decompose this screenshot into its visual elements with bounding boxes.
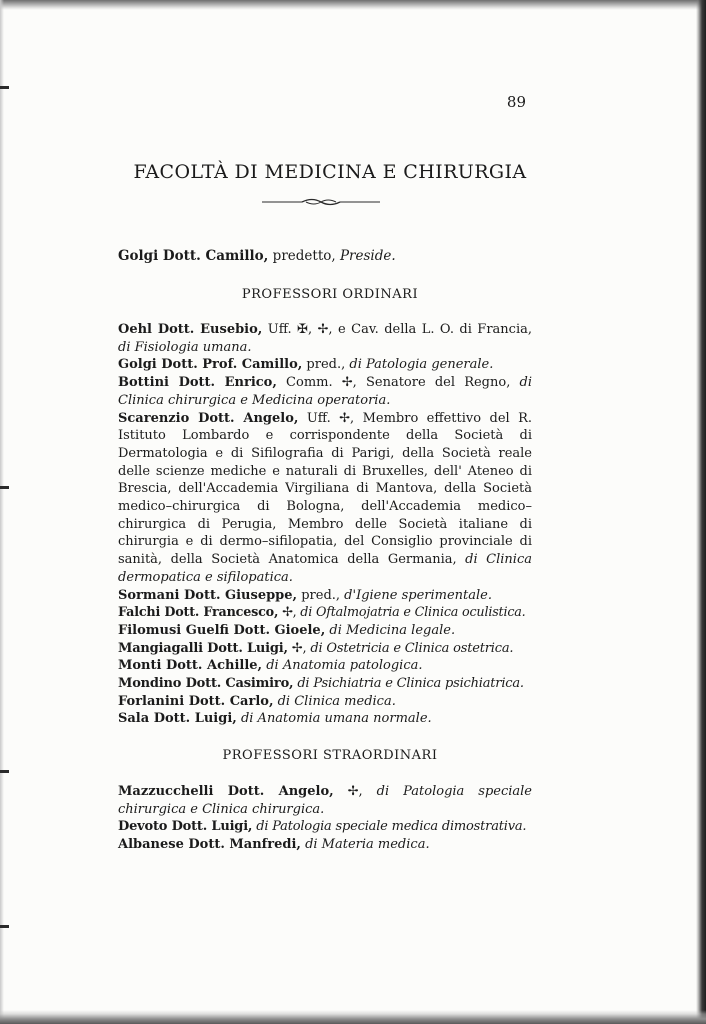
professor-details: pred., xyxy=(302,357,350,373)
list-item xyxy=(118,693,532,711)
margin-mark xyxy=(0,486,9,489)
professor-chair: di Anatomia patologica. xyxy=(266,658,423,674)
professor-details: Uff. ✠, ✢, e Cav. della L. O. di Francia, xyxy=(262,322,532,337)
scan-edge-left xyxy=(0,0,4,1024)
scan-edge-top xyxy=(0,0,706,10)
professor-chair: di Clinica medica. xyxy=(277,693,396,709)
preside-name: Golgi Dott. Camillo, xyxy=(118,248,269,264)
list-item xyxy=(118,410,532,587)
list-item xyxy=(118,640,532,658)
list-item xyxy=(118,657,532,675)
preside-line xyxy=(118,248,538,264)
professor-name: Albanese Dott. Manfredi, xyxy=(118,837,301,853)
professor-details: Uff. ✢, Membro effettivo del R. Istituto Lombardo e corrispondente della Società di Dermatologia e di Sifilografia di Parigi, della Società reale delle scienze mediche e naturali di Bruxelles, dell' Ateneo di Brescia, dell'Accademia Virgiliana di Mantova, della Società medico–chirurgica di Bologna, dell'Accademia medico–chirurgica di Perugia, Membro delle Società italiane di chirurgia e di dermo–sifilopatia, del Consiglio provinciale di sanità, della Società Anatomica della Germania, xyxy=(118,410,533,568)
preside-text: predetto, xyxy=(268,248,340,264)
professor-name: Filomusi Guelfi Dott. Gioele, xyxy=(118,622,326,638)
professor-chair: di Patologia speciale medica dimostrativa. xyxy=(256,819,527,835)
professor-chair: di Psichiatria e Clinica psichiatrica. xyxy=(297,676,524,692)
list-item xyxy=(118,604,532,622)
professor-name: Mondino Dott. Casimiro, xyxy=(118,676,294,692)
list-item xyxy=(118,675,532,693)
professor-name: Scarenzio Dott. Angelo, xyxy=(118,410,299,426)
professor-name: Sala Dott. Luigi, xyxy=(118,711,237,727)
list-item xyxy=(118,356,532,374)
preside-role: Preside. xyxy=(339,248,396,264)
professor-chair: di Medicina legale. xyxy=(329,622,456,638)
section-heading-ordinari: PROFESSORI ORDINARI xyxy=(241,287,419,302)
scan-edge-bottom xyxy=(0,1010,706,1024)
professor-chair: d'Igiene sperimentale. xyxy=(344,587,492,603)
professor-details: ✢, xyxy=(333,784,377,799)
professor-chair: di Clinica dermopatica e sifilopatica. xyxy=(118,552,532,585)
professor-name: Mangiagalli Dott. Luigi, xyxy=(118,640,288,656)
professor-chair: di Clinica chirurgica e Medicina operatoria. xyxy=(118,375,532,408)
professor-chair: di Fisiologia umana. xyxy=(118,339,252,355)
list-item xyxy=(118,321,532,356)
ornament-divider-icon xyxy=(262,196,380,208)
list-item xyxy=(118,710,532,728)
professor-details: ✢, xyxy=(287,640,311,656)
straordinari-list xyxy=(118,783,532,854)
professor-chair: di Oftalmojatria e Clinica oculistica. xyxy=(300,605,526,621)
professor-chair: di Materia medica. xyxy=(305,837,430,853)
list-item xyxy=(118,783,532,818)
professor-chair: di Patologia speciale chirurgica e Clinica chirurgica. xyxy=(118,784,532,817)
margin-mark xyxy=(0,770,9,773)
professor-name: Devoto Dott. Luigi, xyxy=(118,819,253,835)
page-title: FACOLTÀ DI MEDICINA E CHIRURGIA xyxy=(133,161,527,183)
margin-mark xyxy=(0,86,9,89)
list-item xyxy=(118,622,532,640)
margin-mark xyxy=(0,925,9,928)
professor-name: Falchi Dott. Francesco, xyxy=(118,605,279,621)
list-item xyxy=(118,836,532,854)
professor-chair: di Patologia generale. xyxy=(349,357,494,373)
page-number: 89 xyxy=(506,93,526,111)
professor-name: Bottini Dott. Enrico, xyxy=(118,375,277,391)
professor-chair: di Ostetricia e Clinica ostetrica. xyxy=(310,640,514,656)
scan-edge-right xyxy=(696,0,706,1024)
list-item xyxy=(118,374,532,409)
professor-name: Sormani Dott. Giuseppe, xyxy=(118,587,298,603)
professor-details: ✢, xyxy=(278,605,301,621)
section-heading-straordinari: PROFESSORI STRAORDINARI xyxy=(222,748,438,763)
list-item xyxy=(118,818,532,836)
professor-details: pred., xyxy=(297,587,345,603)
professor-name: Monti Dott. Achille, xyxy=(118,658,263,674)
professor-name: Oehl Dott. Eusebio, xyxy=(118,322,263,337)
professor-name: Forlanini Dott. Carlo, xyxy=(118,693,274,709)
ordinari-list xyxy=(118,321,532,728)
professor-chair: di Anatomia umana normale. xyxy=(240,711,432,727)
professor-details: Comm. ✢, Senatore del Regno, xyxy=(276,375,520,391)
professor-name: Mazzucchelli Dott. Angelo, xyxy=(118,784,334,799)
list-item xyxy=(118,587,532,605)
professor-name: Golgi Dott. Prof. Camillo, xyxy=(118,357,303,373)
